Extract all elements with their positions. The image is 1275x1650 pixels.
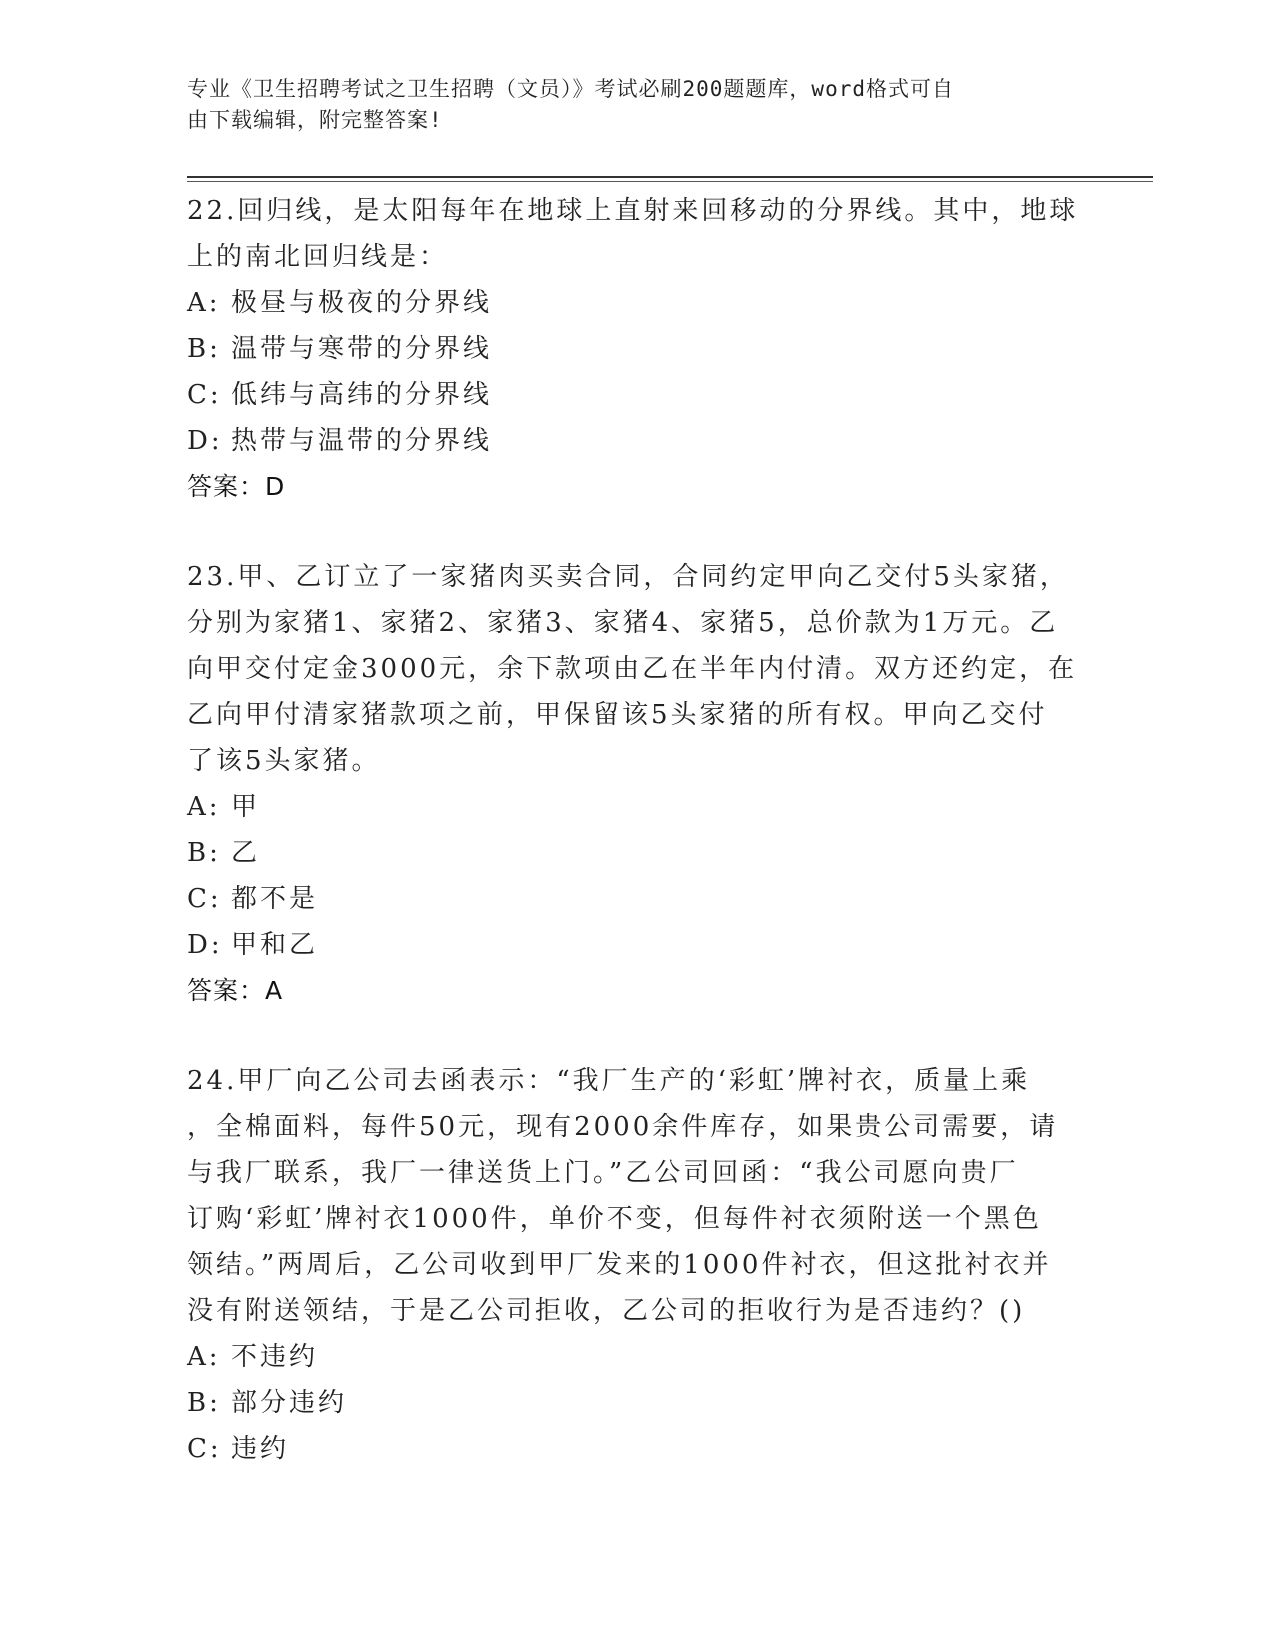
- option-text: 极昼与极夜的分界线: [231, 288, 493, 318]
- option-letter: A:: [187, 1342, 221, 1372]
- option-text: 违约: [231, 1434, 290, 1464]
- document-header: [187, 74, 1067, 136]
- option-c: [187, 1426, 1087, 1472]
- option-text: 甲: [231, 792, 261, 822]
- question-text: [187, 554, 1087, 784]
- option-d: [187, 922, 1087, 968]
- option-letter: D:: [187, 930, 223, 960]
- option-a: [187, 784, 1087, 830]
- option-text: 部分违约: [231, 1388, 348, 1418]
- option-text: 都不是: [231, 884, 319, 914]
- option-text: 甲和乙: [231, 930, 319, 960]
- option-letter: B:: [187, 334, 221, 364]
- question-text-line: 24.甲厂向乙公司去函表示：“我厂生产的‘彩虹’牌衬衣，质量上乘: [187, 1066, 1031, 1096]
- question-text-line: 乙向甲付清家猪款项之前，甲保留该5头家猪的所有权。甲向乙交付: [187, 700, 1048, 730]
- answer-line: 答案：A: [187, 976, 284, 1005]
- option-letter: C:: [187, 884, 222, 914]
- option-letter: C:: [187, 380, 222, 410]
- question-text: [187, 188, 1087, 280]
- option-c: [187, 372, 1087, 418]
- question-text-line: 领结。”两周后，乙公司收到甲厂发来的1000件衬衣，但这批衬衣并: [187, 1250, 1052, 1280]
- question-list: [187, 188, 1087, 1516]
- question-text-line: 上的南北回归线是：: [187, 242, 449, 272]
- option-a: [187, 280, 1087, 326]
- question-24: [187, 1058, 1087, 1472]
- header-line-1: 专业《卫生招聘考试之卫生招聘（文员）》考试必刷200题题库，word格式可自: [187, 77, 954, 101]
- question-text-line: 与我厂联系，我厂一律送货上门。”乙公司回函：“我公司愿向贵厂: [187, 1158, 1019, 1188]
- option-letter: A:: [187, 288, 221, 318]
- option-text: 温带与寒带的分界线: [231, 334, 493, 364]
- option-b: [187, 1380, 1087, 1426]
- option-b: [187, 830, 1087, 876]
- header-line-2: 由下载编辑，附完整答案!: [187, 108, 443, 132]
- option-d: [187, 418, 1087, 464]
- question-text-line: 了该5头家猪。: [187, 746, 381, 776]
- option-text: 不违约: [231, 1342, 319, 1372]
- option-letter: D:: [187, 426, 223, 456]
- question-text-line: 订购‘彩虹’牌衬衣1000件，单价不变，但每件衬衣须附送一个黑色: [187, 1204, 1042, 1234]
- option-b: [187, 326, 1087, 372]
- question-text: [187, 1058, 1087, 1334]
- header-divider-thin: [187, 181, 1153, 182]
- question-text-line: 向甲交付定金3000元，余下款项由乙在半年内付清。双方还约定，在: [187, 654, 1078, 684]
- header-divider-thick: [187, 176, 1153, 178]
- question-text-line: 分别为家猪1、家猪2、家猪3、家猪4、家猪5，总价款为1万元。乙: [187, 608, 1059, 638]
- question-22: [187, 188, 1087, 510]
- option-letter: C:: [187, 1434, 222, 1464]
- question-text-line: 没有附送领结，于是乙公司拒收，乙公司的拒收行为是否违约？(): [187, 1296, 1026, 1326]
- option-letter: B:: [187, 838, 221, 868]
- question-23: [187, 554, 1087, 1014]
- option-text: 乙: [231, 838, 261, 868]
- question-text-line: ，全棉面料，每件50元，现有2000余件库存，如果贵公司需要，请: [187, 1112, 1059, 1142]
- option-letter: B:: [187, 1388, 221, 1418]
- option-c: [187, 876, 1087, 922]
- option-letter: A:: [187, 792, 221, 822]
- option-text: 低纬与高纬的分界线: [231, 380, 493, 410]
- option-text: 热带与温带的分界线: [231, 426, 493, 456]
- question-text-line: 23.甲、乙订立了一家猪肉买卖合同，合同约定甲向乙交付5头家猪，: [187, 562, 1069, 592]
- option-a: [187, 1334, 1087, 1380]
- answer-line: 答案：D: [187, 472, 286, 501]
- question-text-line: 22.回归线，是太阳每年在地球上直射来回移动的分界线。其中，地球: [187, 196, 1079, 226]
